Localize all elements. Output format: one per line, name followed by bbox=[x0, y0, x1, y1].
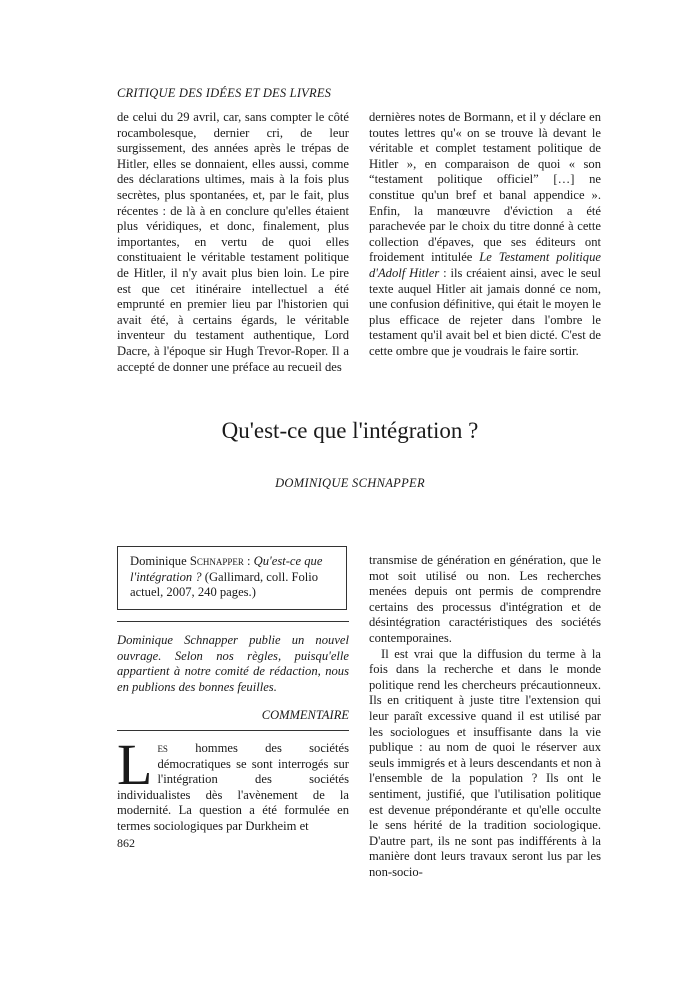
body-right-paragraph-2: Il est vrai que la diffusion du terme à la fois dans la recherche et dans le monde politique rend les chercheurs précautionneux. Ils en critiquent à juste titre l'extension qui leur paraît excessive quand il est utilisé par les sociologues et insuffisante dans la vie publique : au nom de quoi le réserver aux seuls immigrés et à leurs descendants et non à l'ensemble de la population ? Ils ont le sentiment, justifié, que l'utilisation politique est devenue prépondérante et qu'elle occulte le sens hérité de la tradition sociologique. D'autre part, ils ne sont pas indifférents à la manière dont leurs travaux seront lus par les non-socio- bbox=[369, 646, 601, 879]
ref-first-name: Dominique bbox=[130, 554, 190, 568]
top-right-column bbox=[369, 110, 601, 360]
small-caps-opening: es bbox=[157, 741, 168, 755]
top-left-column bbox=[117, 110, 349, 375]
top-right-paragraph bbox=[369, 110, 601, 360]
article-title: Qu'est-ce que l'intégration ? bbox=[221, 418, 479, 443]
body-right-paragraph-1: transmise de génération en génération, que le mot soit utilisé ou non. Les recherches menées depuis ont permis de comprendre certains des processus d'intégration et de désintégration caractéristiques des sociétés contemporaines. bbox=[369, 553, 601, 645]
author-byline: DOMINIQUE SCHNAPPER bbox=[275, 476, 425, 490]
body-left-column bbox=[117, 732, 349, 835]
top-right-text-2: : ils créaient ainsi, avec le seul texte auquel Hitler ait jamais donné ce nom, une confusion définitive, qui était le moyen le plus efficace de rejeter dans l'ombre le testament qu'il avait bel et bien dicté. C'est de cette ombre que je voudrais le faire sortir. bbox=[369, 265, 601, 358]
book-reference-box bbox=[117, 546, 347, 610]
section-divider-bottom bbox=[117, 730, 349, 731]
ref-book-title: Qu'est-ce que l'intégration ? bbox=[130, 554, 323, 584]
body-left-text: hommes des sociétés démocratiques se sont interrogés sur l'intégration des sociétés individualistes dès l'avènement de la modernité. La question a été formulée en termes sociologiques par Durkheim et bbox=[117, 741, 349, 833]
drop-cap: L bbox=[117, 732, 153, 797]
book-title-italic: Le Testament politique d'Adolf Hitler bbox=[369, 250, 601, 280]
ref-separator: : bbox=[243, 554, 254, 568]
ref-surname: Schnapper bbox=[189, 554, 244, 568]
page-number: 862 bbox=[117, 836, 135, 850]
ref-details: (Gallimard, coll. Folio actuel, 2007, 240 pages.) bbox=[130, 569, 319, 600]
body-left-paragraph bbox=[117, 732, 349, 835]
top-right-text-1: dernières notes de Bormann, et il y déclare en toutes lettres qu'« on se trouve là devant le véritable et complet testament politique de Hitler », en comparaison de quoi « son “testament politique officiel” […] ne constitue qu'un bref et banal appendice ». Enfin, la manœuvre d'éviction a été parachevée par le choix du titre donné à cette collection d'épaves, que ses éditeurs ont froidement intitulée bbox=[369, 110, 601, 265]
body-right-column bbox=[369, 553, 601, 880]
running-head: CRITIQUE DES IDÉES ET DES LIVRES bbox=[117, 86, 332, 100]
intro-paragraph: Dominique Schnapper publie un nouvel ouvrage. Selon nos règles, puisqu'elle appartient à notre comité de rédaction, nous en publions des bonnes feuilles. bbox=[117, 633, 349, 694]
section-divider-top bbox=[117, 621, 349, 622]
section-kicker: COMMENTAIRE bbox=[261, 708, 349, 722]
top-left-paragraph: de celui du 29 avril, car, sans compter le côté rocambolesque, dernier cri, de leur surgissement, des années après le trépas de Hitler, elles se donnaient, elles aussi, comme des déclarations ultimes, mais à la fois plus secrètes, plus spontanées, et, par le fait, plus récentes : de là à en conclure qu'elles étaient plus véridiques, et donc, finalement, plus importantes, en vertu de quoi elles constituaient le véritable testament politique de Hitler, il n'y avait plus bien loin. Le pire est que cet itinéraire intellectuel a été emprunté en premier lieu par l'historien qui avait été, à certains égards, le véritable inventeur du testament authentique, Lord Dacre, à l'époque sir Hugh Trevor-Roper. Il a accepté de donner une préface au recueil des bbox=[117, 110, 349, 374]
